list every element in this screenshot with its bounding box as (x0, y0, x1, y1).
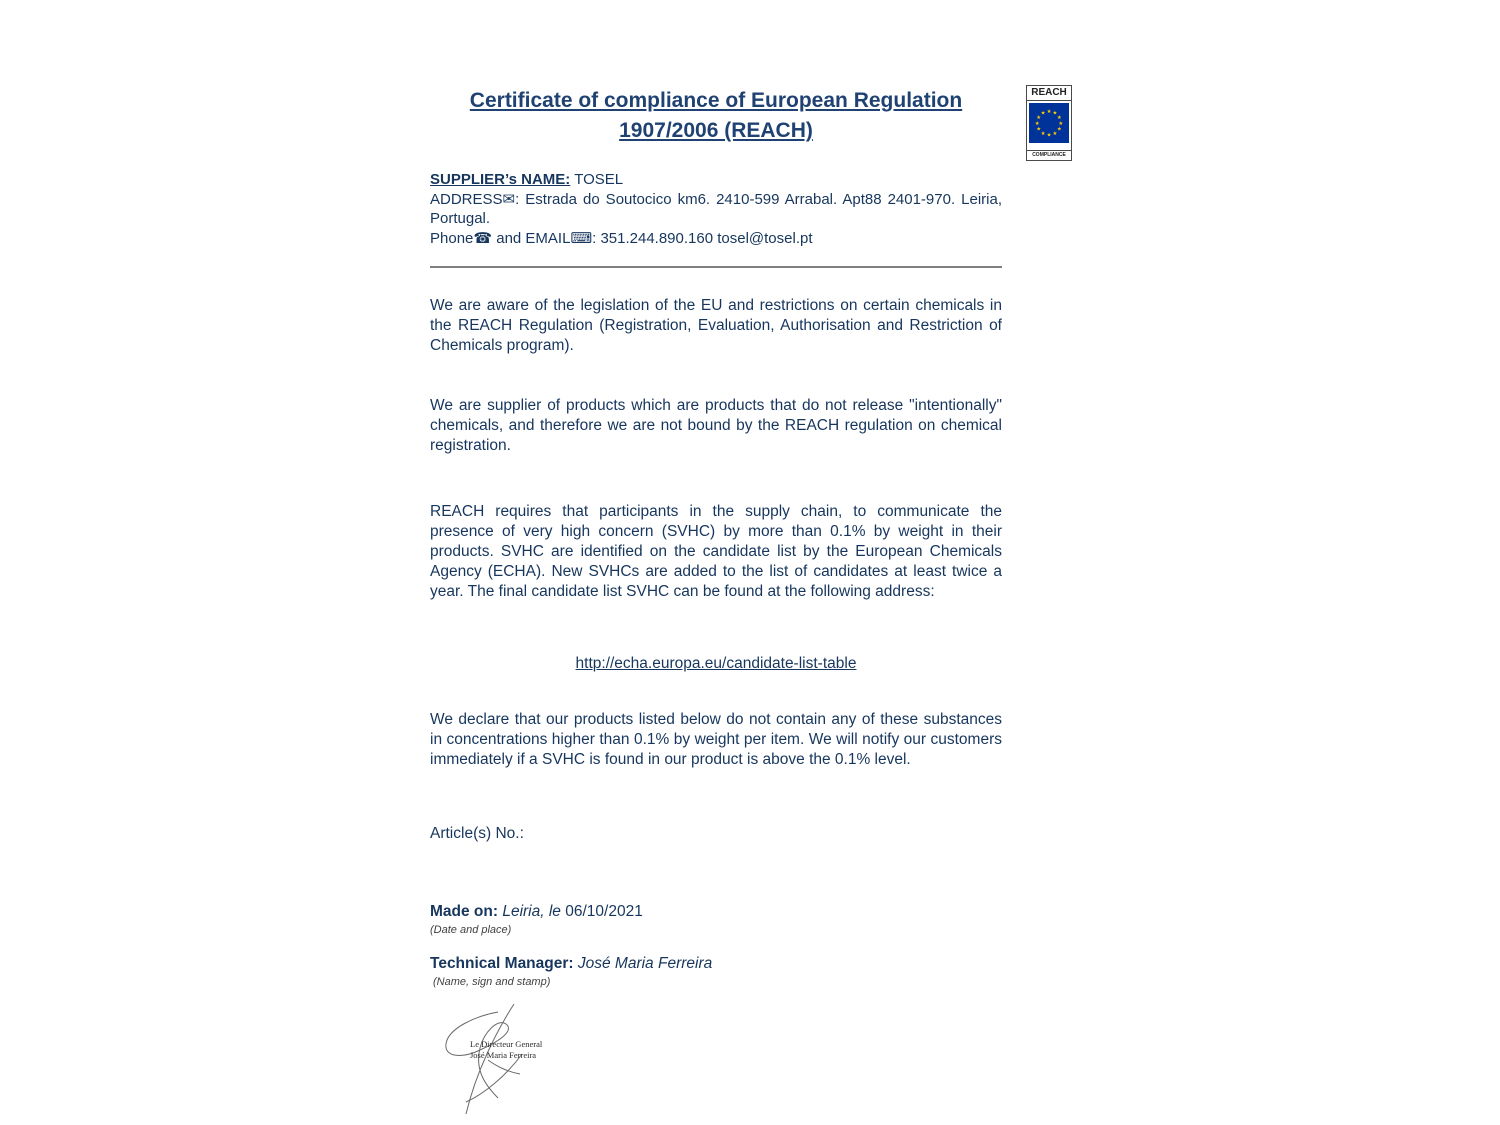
computer-icon: ⌨ (570, 229, 593, 247)
phone-icon: ☎ (473, 229, 493, 247)
paragraph-awareness: We are aware of the legislation of the EU and restrictions on certain chemicals in the REACH Regulation (Registration, Evaluation, Authorisation and Restriction of Chemicals program). (430, 297, 1002, 354)
svg-text:★: ★ (1052, 110, 1058, 117)
section-divider (430, 266, 1002, 268)
contact-line (430, 229, 1002, 249)
made-on-label: Made on: (430, 903, 499, 920)
made-on-line (430, 902, 1002, 922)
candidate-list-link-line (430, 654, 1002, 674)
address-label: ADDRESS (430, 190, 503, 208)
svg-text:★: ★ (1034, 120, 1040, 127)
svg-text:★: ★ (1036, 114, 1042, 121)
svg-text:★: ★ (1040, 110, 1046, 117)
technical-manager-label: Technical Manager: (430, 955, 574, 972)
title-line-2: 1907/2006 (REACH) (619, 119, 813, 142)
name-sign-note: (Name, sign and stamp) (433, 976, 551, 988)
eu-flag-icon (1027, 101, 1071, 150)
paragraph-reach-requirements: REACH requires that participants in the supply chain, to communicate the presence of very high concern (SVHC) by more than 0.1% by weight in their products. SVHC are identified on the candidate list by the European Chemicals Agency (ECHA). New SVHCs are added to the list of candidates at least twice a year. The final candidate list SVHC can be found at the following address: (430, 503, 1002, 600)
stamp-line-2: José Maria Ferreira (470, 1050, 537, 1060)
candidate-list-link[interactable]: http://echa.europa.eu/candidate-list-table (575, 655, 857, 672)
reach-compliance-logo (1026, 85, 1072, 161)
svg-text:★: ★ (1036, 126, 1042, 133)
svg-text:★: ★ (1040, 131, 1046, 138)
reach-logo-label: REACH (1027, 86, 1071, 101)
document-body (430, 288, 1002, 1117)
made-on-date: 06/10/2021 (560, 903, 643, 920)
svg-text:★: ★ (1052, 131, 1058, 138)
svg-text:★: ★ (1058, 120, 1064, 127)
supplier-info (430, 170, 1002, 248)
svg-text:★: ★ (1056, 126, 1062, 133)
envelope-icon: ✉ (502, 190, 516, 208)
made-on-place: Leiria, le (498, 903, 561, 920)
svg-text:★: ★ (1046, 132, 1052, 139)
supplier-name-value: TOSEL (570, 171, 624, 188)
stamp-text (470, 1039, 590, 1061)
technical-manager-line (430, 954, 1002, 974)
compliance-logo-label: COMPLIANCE (1027, 150, 1071, 160)
stamp-line-1: Le Directeur General (470, 1039, 543, 1049)
address-line (430, 191, 1002, 228)
signature-area (436, 1002, 616, 1117)
email-label: and EMAIL (492, 229, 571, 247)
paragraph-supplier-statement: We are supplier of products which are products that do not release "intentionally" chemicals, and therefore we are not bound by the REACH regulation on chemical registration. (430, 397, 1002, 454)
phone-label: Phone (430, 229, 474, 247)
svg-text:★: ★ (1046, 109, 1052, 115)
contact-value: : 351.244.890.160 tosel@tosel.pt (592, 229, 813, 247)
address-value: : Estrada do Soutocico km6. 2410-599 Arrabal. Apt88 2401-970. Leiria, Portugal. (430, 190, 1002, 227)
svg-text:★: ★ (1056, 114, 1062, 121)
paragraph-declaration: We declare that our products listed below do not contain any of these substances in concentrations higher than 0.1% by weight per item. We will notify our customers immediately if a SVHC is found in our product is above the 0.1% level. (430, 711, 1002, 768)
supplier-name-line (430, 170, 1002, 190)
page-title (430, 86, 1002, 146)
supplier-name-label: SUPPLIER’s NAME: (430, 171, 571, 188)
date-place-note: (Date and place) (430, 924, 512, 936)
article-number-line: Article(s) No.: (430, 825, 524, 842)
title-line-1: Certificate of compliance of European Regulation (469, 89, 963, 112)
technical-manager-value: José Maria Ferreira (573, 955, 713, 972)
